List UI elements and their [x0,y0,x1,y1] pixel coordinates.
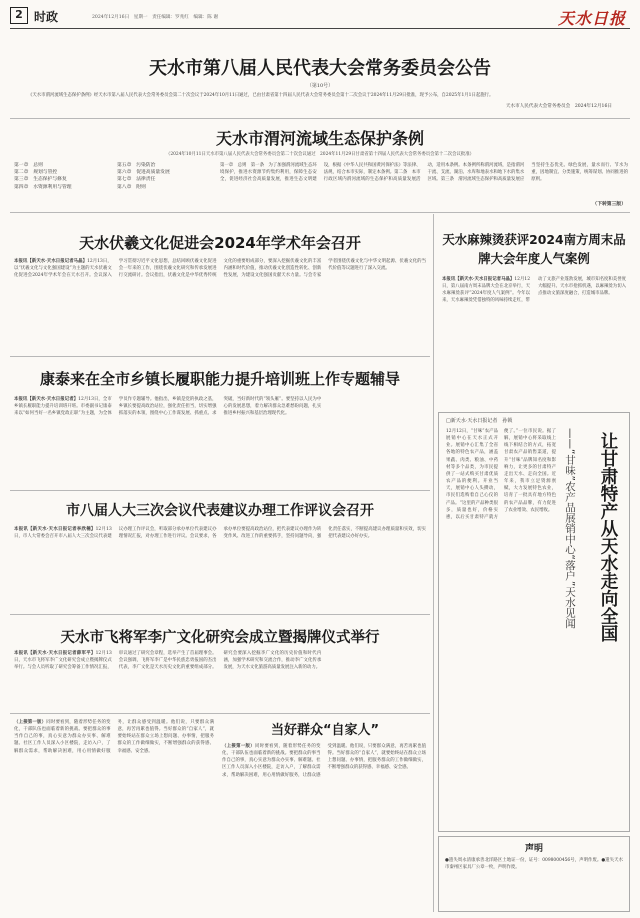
article-byline: 本报讯【新天水·天水日报记者马晶】 [14,259,88,264]
notice-title: 天水市第八届人民代表大会常务委员会公告 [149,58,491,79]
article-body [14,396,426,484]
divider [10,356,430,357]
notice-date: 2024年12月16日 [574,104,612,109]
toc-item: 第三章 生态保护与修复 [14,177,67,183]
article-fuxi [10,214,430,354]
column-divider [433,214,434,912]
article-text: 12月13日，以“伏羲文化与文化强国建设”为主题的天水伏羲文化促进会2024年学术年会在天水召开。会议深入学习贯彻习近平文化思想，总结回顾伏羲文化促进会一年来的工作，围绕伏羲文化研究和传承发展进行交流研讨。会议指出，伏羲文化是中华优秀传统文化的重要组成部分，要深入挖掘伏羲文化的丰富内涵和时代价值，推动伏羲文化创造性转化、创新性发展，为建设文化强国贡献天水力量。与会专家学者围绕伏羲文化与中华文明起源、伏羲文化的当代价值等议题进行了深入交流。 [14,259,426,279]
divider [10,614,430,615]
article-text: 12月13日，全市乡镇长履职能力提升培训班开班。市委副书记康泰来以“如何当好一名乡镇党政正职”为主题，为全体学员作专题辅导。他指出，乡镇是党的执政之基，乡镇长要提高政治站位，强化责任担当，切实增强抓落实的本领，围绕中心工作谋发展、抓重点、求突破，当好新时代的“领头雁”。要坚持以人民为中心的发展思想，着力解决群众急难愁盼问题，扎实推进乡村振兴和基层治理现代化。 [14,397,322,417]
divider [10,118,630,119]
article-text: 12月13日，市人大常委会召开市八届人大三次会议代表建议办理工作评议会，听取部分承办单位代表建议办理情况汇报，对办理工作进行评议。会议要求，各承办单位要提高政治站位，把代表建议办理作为转变作风、改进工作的重要抓手，坚持问题导向，强化责任落实，不断提高建议办理质量和实效，切实把代表建议办好办实。 [14,527,426,540]
divider [10,212,630,213]
article-mala [438,214,630,410]
regulation-body: 第一章 总则 第一条 为了加强渭河流域生态环境保护，推进水资源节约集约利用，保障生态安全，促进经济社会高质量发展，推进生态文明建设，根据《中华人民共和国黄河保护法》等法律、法规，结合本市实际，制定本条例。第二条 本市行政区域内渭河流域的生态保护和高质量发展活动，适用本条例。本条例所称渭河流域，是指渭河干流、支流、湖泊、水库和地表水和地下水的集水区域。第三条 渭河流域生态保护和高质量发展应当坚持生态优先、绿色发展，量水而行、节水为重，因地制宜、分类施策，统筹谋划、协同推进的原则。 [220,163,628,183]
article-byline: 本报讯【新天水·天水日报记者李欣楠】 [14,527,96,532]
divider [10,490,430,491]
page-number: 2 [15,8,23,21]
article-title: 康泰来在全市乡镇长履职能力提升培训班上作专题辅导 [39,370,400,388]
feature-title: 让甘肃特产从天水走向全国 [598,432,618,642]
toc-item: 第七章 法律责任 [117,177,156,183]
article-feijiang [10,616,430,712]
toc-item: 第五章 污染防治 [117,163,156,168]
notice-body: 《天水市渭河流域生态保护条例》经天水市第八届人民代表大会常务委员会第二十次会议于2024年10月11日通过，已由甘肃省第十四届人民代表大会常务委员会第十二次会议于2024年11月29日批准，现予公布，自2025年1月1日起施行。 [28,93,494,98]
article-body [442,276,626,406]
article-title: 天水麻辣烫获评2024南方周末品牌大会年度人气案例 [442,232,626,266]
notice-signature [506,103,612,109]
page-number-box [10,7,28,24]
toc-item: 第二章 规划与管控 [14,170,58,176]
notice-number: （第10号） [306,83,334,89]
article-body [14,650,426,710]
article-zijia [10,715,430,913]
article-title: 天水伏羲文化促进会2024年学术年会召开 [79,234,361,252]
masthead-rule [10,28,630,29]
article-title: 当好群众“自家人” [270,723,380,738]
regulation-title: 天水市渭河流域生态保护条例 [215,129,424,148]
article-text: 12月13日，天水市飞将军李广文化研究会成立暨揭牌仪式举行。与会人员听取了研究会筹备工作情况汇报，审议通过了研究会章程，选举产生了首届理事会。会议强调，飞将军李广是中华民族忠勇报国的杰出代表，李广文化是天水历史文化的重要组成部分。研究会要深入挖掘李广文化的历史价值和时代内涵，加强学术研究和交流合作，推动李广文化传承发展，为天水文化旅游高质量发展注入新的动力。 [14,651,322,671]
regulation-subtitle: （2024年10月11日天水市第八届人民代表大会常务委员会第二十次会议通过 2024年11月29日甘肃省第十四届人民代表大会常务委员会第十二次会议批准） [165,152,475,157]
regulation-continued: （下转第三版） [592,201,626,207]
article-body-right [222,743,426,909]
statement-box [438,836,630,912]
toc-item: 第八章 附则 [117,184,146,190]
article-title: 天水市飞将军李广文化研究会成立暨揭牌仪式举行 [60,630,380,646]
newspaper-logo: 天水日报 [557,9,626,28]
masthead [10,6,630,28]
toc-item: 第四章 水资源利用与管理 [14,184,72,190]
regulation-block [10,120,630,210]
article-text: 同时要看到，随着形势任务的变化，干部队伍也面临着新的挑战。要把群众的事当作自己的事，真心实意为群众办实事、解难题。社区工作人员深入小区楼院，走访入户，了解群众需求，帮助解决困难，用心用情做好服务，让群众感受到温暖。他们说，只要群众满意，再苦再累也值得。当好群众的“自家人”，就要始终站在群众立场上想问题、办事情，把服务群众的工作做细做实，不断增强群众的获得感、幸福感、安全感。 [222,744,426,778]
article-author: □新天水·天水日报记者 孙锁 [446,418,513,424]
article-body-left [14,719,214,909]
article-gangu [440,414,628,830]
statement-title: 声明 [524,844,543,854]
divider [10,713,430,714]
article-byline: 本报讯【新天水·天水日报记者薛军平】 [14,651,96,656]
feature-subtitle: ——“甘味”农产品展销中心“落户”天水见闻 [564,428,576,629]
toc-item: 第六章 促进高质量发展 [117,170,170,176]
article-title: 市八届人大三次会议代表建议办理工作评议会召开 [66,503,374,519]
toc-item: 第一章 总则 [14,163,43,168]
statement-body: ●遗失周永清康承善北洋路区土地证一份，证号：0098000456号，声明作废。●遗失天水市秦州区家具厂公章一枚，声明作废。 [445,858,623,871]
notice-issuer: 天水市人民代表大会常务委员会 [505,104,571,109]
article-body: 12月12日，“甘味”农产品展销中心在天水正式开业。展销中心汇集了全省各地的特色农产品，涵盖果蔬、肉类、粮油、中药材等多个品类，为市民提供了一站式购买甘肃优质农产品的便利。开业当天，展销中心人头攒动，市民们选购着自己心仪的产品。“这里的产品种类很多，质量也好，价格实惠，以后买甘肃特产就方便了。”一位市民说。据了解，展销中心将采取线上线下相结合的方式，拓宽甘肃农产品销售渠道，提升“甘味”品牌知名度和影响力，让更多的甘肃特产走出天水、走向全国。近年来，我市立足资源禀赋，大力发展特色农业，培育了一批具有地方特色的农产品品牌，有力促进了农业增效、农民增收。 [446,429,556,520]
article-renda [10,492,430,612]
article-text: 12月12日，第八届南方周末品牌大会在北京举行，天水麻辣烫获评“2024年度人气案例”。今年以来，天水麻辣烫凭借独特的风味持续走红，带动了文旅产业蓬勃发展，城市知名度和美誉度大幅提升。天水市抢抓机遇，以麻辣烫为切入点推动文旅深度融合，打造城市品牌。 [442,277,626,304]
notice-block [10,40,630,115]
section-name: 时政 [34,10,59,24]
article-byline: 本报讯【新天水·天水日报记者马晶】 [442,277,515,282]
article-text: 同时要看到，随着形势任务的变化，干部队伍也面临着新的挑战。要把群众的事当作自己的事，真心实意为群众办实事、解难题。社区工作人员深入小区楼院，走访入户，了解群众需求，帮助解决困难，用心用情做好服务，让群众感受到温暖。他们说，只要群众满意，再苦再累也值得。当好群众的“自家人”，就要始终站在群众立场上想问题、办事情，把服务群众的工作做细做实，不断增强群众的获得感、幸福感、安全感。 [14,720,214,754]
article-body [14,258,426,350]
article-continuation: （上接第一版） [222,744,255,749]
date-line: 2024年12月16日 星期一 责任编辑：罗兆红 编辑：陈 谢 [92,15,218,20]
article-body [14,526,426,608]
regulation-toc [14,162,214,207]
article-continuation: （上接第一版） [14,720,47,725]
article-kangtai [10,358,430,488]
article-byline: 本报讯【新天水·天水日报记者】 [14,397,79,402]
